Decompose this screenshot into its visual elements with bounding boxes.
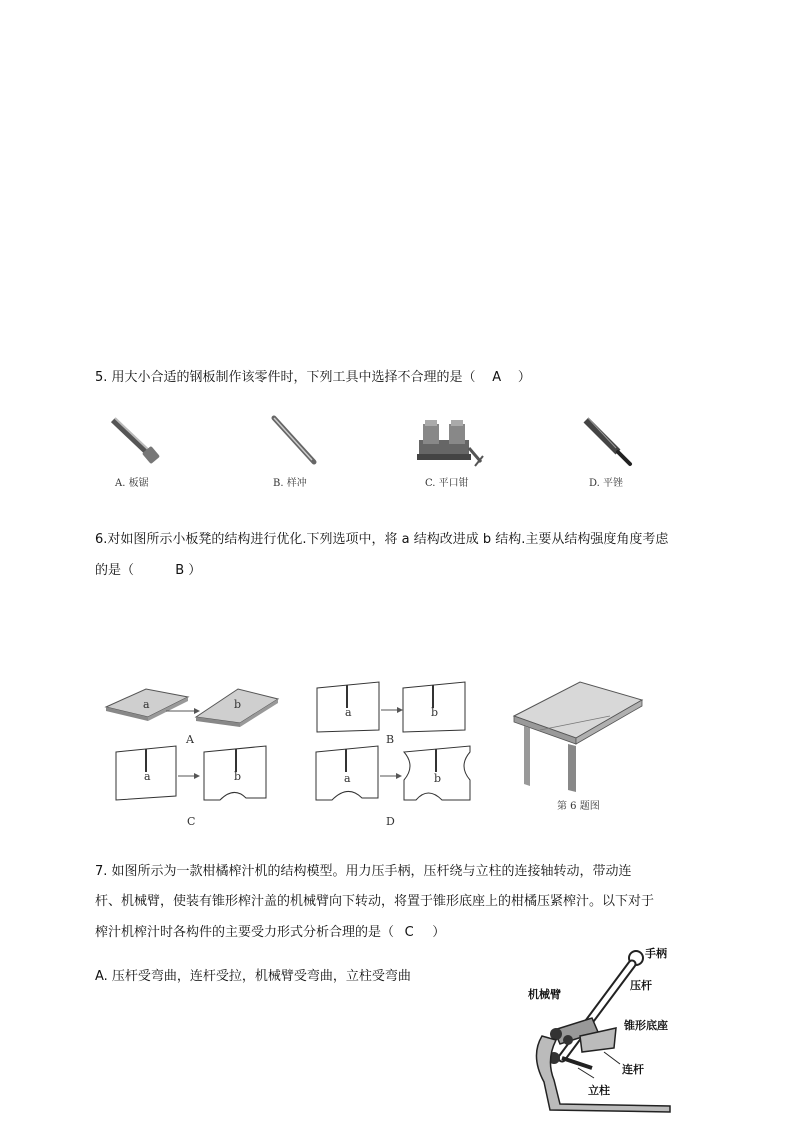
q6-option-d-figure <box>312 744 477 802</box>
juicer-label-mech-arm: 机械臂 <box>528 988 561 1001</box>
bench-vise-icon <box>415 410 485 470</box>
q6-b-part-label-a: a <box>345 706 352 719</box>
q6-d-part-label-b: b <box>434 772 442 785</box>
juicer-figure <box>520 940 720 1120</box>
q5-option-c-label: C. 平口钳 <box>425 478 469 489</box>
q5-stem-line <box>95 368 531 388</box>
q6-option-b-figure <box>313 678 473 734</box>
flat-file-icon <box>578 412 638 467</box>
q6-close: ） <box>188 563 202 578</box>
q6-option-c-letter: C <box>187 815 196 828</box>
q6-option-b-letter: B <box>386 733 395 746</box>
q6-answer: B <box>175 563 185 578</box>
q6-stem-line1: 6.对如图所示小板凳的结构进行优化.下列选项中，将 a 结构改进成 b 结构.主要从结构强度角度考虑 <box>95 532 669 547</box>
q7-close: ） <box>432 925 446 940</box>
q5-close: ） <box>517 370 531 385</box>
q5-stem: 5. 用大小合适的钢板制作该零件时，下列工具中选择不合理的是（ <box>95 370 476 385</box>
juicer-label-link-rod: 连杆 <box>622 1063 644 1076</box>
center-punch-icon <box>262 412 322 467</box>
juicer-label-press-rod: 压杆 <box>630 979 652 992</box>
q6-figure-caption: 第 6 题图 <box>557 801 600 812</box>
q5-option-d-label: D. 平锉 <box>589 478 624 489</box>
q7-stem-line1: 7. 如图所示为一款柑橘榨汁机的结构模型。用力压手柄，压杆绕与立柱的连接轴转动，带动连 <box>95 864 632 879</box>
q7-stem-line3 <box>95 923 445 943</box>
q5-option-a-label: A. 板锯 <box>115 478 149 489</box>
q6-option-d-letter: D <box>386 815 395 828</box>
q7-answer: C <box>404 925 414 940</box>
q6-option-a-figure <box>104 683 284 733</box>
q5-option-b-label: B. 样冲 <box>273 478 307 489</box>
q6-option-c-figure <box>112 744 272 802</box>
stool-figure <box>510 680 650 798</box>
q7-option-a: A. 压杆受弯曲，连杆受拉，机械臂受弯曲，立柱受弯曲 <box>95 969 411 984</box>
q6-d-part-label-a: a <box>344 772 351 785</box>
q7-stem-line2: 杆、机械臂，使装有锥形榨汁盖的机械臂向下转动，将置于锥形底座上的柑橘压紧榨汁。以下对于 <box>95 894 655 909</box>
q6-stem-line2 <box>95 561 201 581</box>
q7-stem-prefix: 榨汁机榨汁时各构件的主要受力形式分析合理的是（ <box>95 925 395 940</box>
q6-stem-prefix: 的是（ <box>95 563 135 578</box>
juicer-label-handle: 手柄 <box>645 947 667 960</box>
q6-a-part-label-b: b <box>234 698 242 711</box>
hacksaw-icon <box>105 412 165 467</box>
juicer-label-cone-base: 锥形底座 <box>624 1019 668 1032</box>
q5-answer: A <box>492 370 502 385</box>
q6-b-part-label-b: b <box>431 706 439 719</box>
q6-option-a-letter: A <box>186 733 194 746</box>
q6-a-part-label: a <box>143 698 150 711</box>
q6-c-part-label-a: a <box>144 770 151 783</box>
juicer-label-column: 立柱 <box>588 1084 610 1097</box>
q6-c-part-label-b: b <box>234 770 242 783</box>
